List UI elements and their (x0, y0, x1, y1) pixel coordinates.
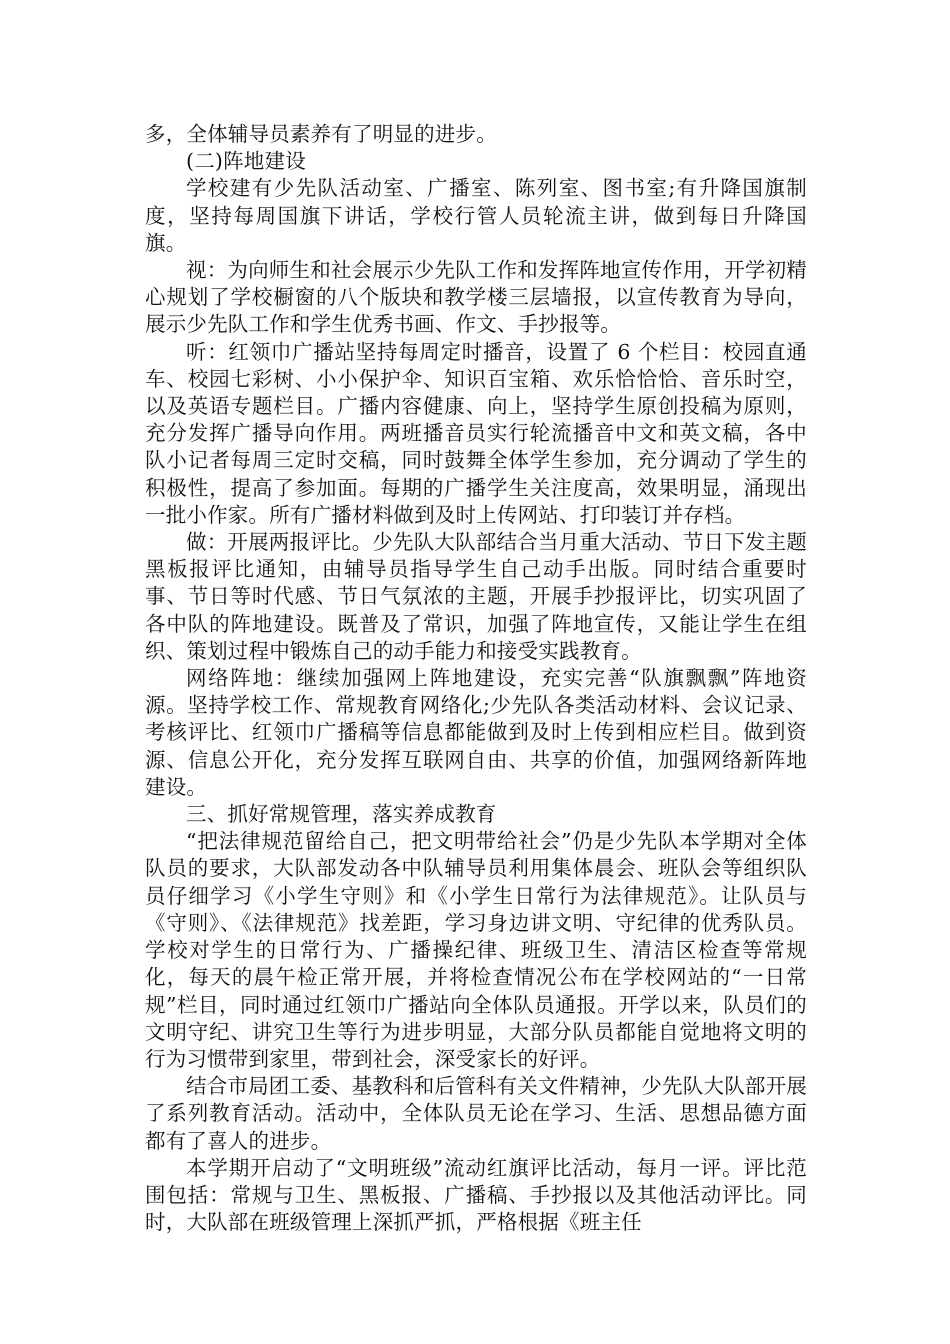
section-heading-position-building: (二)阵地建设 (186, 149, 306, 174)
document-body (145, 121, 807, 1236)
paragraph-listening: 听：红领巾广播站坚持每周定时播音，设置了 6 个栏目：校园直通车、校园七彩树、小小保护伞、知识百宝箱、欢乐恰恰恰、音乐时空，以及英语专题栏目。广播内容健康、向上，坚持学生原创投稿为原则，充分发挥广播导向作用。两班播音员实行轮流播音中文和英文稿，各中队小记者每周三定时交稿，同时鼓舞全体学生参加，充分调动了学生的积极性，提高了参加面。每期的广播学生关注度高，效果明显，涌现出一批小作家。所有广播材料做到及时上传网站、打印装订并存档。 (145, 339, 807, 527)
section-heading-routine-management: 三、抓好常规管理，落实养成教育 (186, 802, 497, 827)
paragraph-doing: 做：开展两报评比。少先队大队部结合当月重大活动、节日下发主题黑板报评比通知，由辅导员指导学生自己动手出版。同时结合重要时事、节日等时代感、节日气氛浓的主题，开展手抄报评比，切实巩固了各中队的阵地建设。既普及了常识，加强了阵地宣传，又能让学生在组织、策划过程中锻炼自己的动手能力和接受实践教育。 (145, 530, 807, 663)
paragraph-rules: “把法律规范留给自己，把文明带给社会”仍是少先队本学期对全体队员的要求，大队部发动各中队辅导员利用集体晨会、班队会等组织队员仔细学习《小学生守则》和《小学生日常行为法律规范》。让队员与《守则》、《法律规范》找差距，学习身边讲文明、守纪律的优秀队员。学校对学生的日常行为、广播操纪律、班级卫生、清洁区检查等常规化，每天的晨午检正常开展，并将检查情况公布在学校网站的“一日常规”栏目，同时通过红领巾广播站向全体队员通报。开学以来，队员们的文明守纪、讲究卫生等行为进步明显，大部分队员都能自觉地将文明的行为习惯带到家里，带到社会，深受家长的好评。 (145, 829, 807, 1071)
paragraph-visual: 视：为向师生和社会展示少先队工作和发挥阵地宣传作用，开学初精心规划了学校橱窗的八个版块和教学楼三层墙报，以宣传教育为导向，展示少先队工作和学生优秀书画、作文、手抄报等。 (145, 258, 807, 337)
paragraph-facilities: 学校建有少先队活动室、广播室、陈列室、图书室;有升降国旗制度，坚持每周国旗下讲话，学校行管人员轮流主讲，做到每日升降国旗。 (145, 176, 807, 255)
paragraph-continuation: 多，全体辅导员素养有了明显的进步。 (145, 122, 497, 146)
paragraph-network: 网络阵地：继续加强网上阵地建设，充实完善“队旗飘飘”阵地资源。坚持学校工作、常规教育网络化;少先队各类活动材料、会议记录、考核评比、红领巾广播稿等信息都能做到及时上传到相应栏目。做到资源、信息公开化，充分发挥互联网自由、共享的价值，加强网络新阵地建设。 (145, 666, 807, 799)
paragraph-activities: 结合市局团工委、基教科和后管科有关文件精神，少先队大队部开展了系列教育活动。活动中，全体队员无论在学习、生活、思想品德方面都有了喜人的进步。 (145, 1074, 807, 1153)
paragraph-civilized-class: 本学期开启动了“文明班级”流动红旗评比活动，每月一评。评比范围包括：常规与卫生、黑板报、广播稿、手抄报以及其他活动评比。同时，大队部在班级管理上深抓严抓，严格根据《班主任 (145, 1155, 807, 1235)
